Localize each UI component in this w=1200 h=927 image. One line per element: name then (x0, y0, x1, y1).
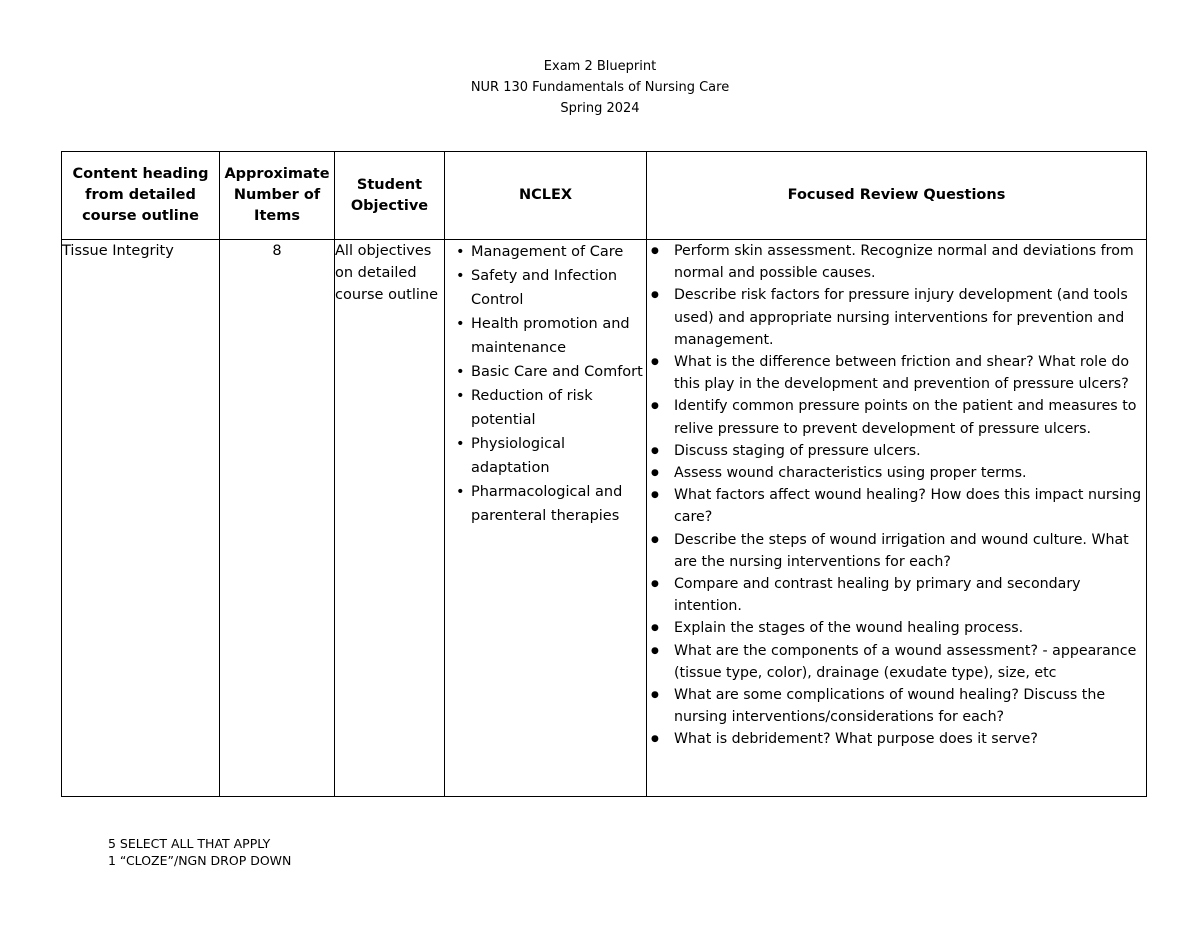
header-nclex: NCLEX (445, 152, 647, 240)
list-item: ● What is debridement? What purpose does it serve? (674, 728, 1146, 750)
cell-nclex (445, 240, 647, 797)
list-item: ● Discuss staging of pressure ulcers. (674, 440, 1146, 462)
header-approx-items: Approximate Number of Items (220, 152, 335, 240)
list-item: ● Compare and contrast healing by primary and secondary intention. (674, 573, 1146, 617)
list-item: ● What factors affect wound healing? How does this impact nursing care? (674, 484, 1146, 528)
list-item: • Health promotion and maintenance (471, 312, 646, 360)
focused-review-list (647, 240, 1146, 751)
list-item: ● What are some complications of wound healing? Discuss the nursing interventions/considerations for each? (674, 684, 1146, 728)
list-item: • Physiological adaptation (471, 432, 646, 480)
list-item: ● Perform skin assessment. Recognize normal and deviations from normal and possible causes. (674, 240, 1146, 284)
list-item: ● Explain the stages of the wound healing process. (674, 617, 1146, 639)
semester: Spring 2024 (560, 101, 640, 116)
list-item: • Basic Care and Comfort (471, 360, 646, 384)
list-item: • Reduction of risk potential (471, 384, 646, 432)
blueprint-table (61, 151, 1147, 797)
list-item: ● Describe risk factors for pressure injury development (and tools used) and appropriate nursing interventions for prevention and management. (674, 284, 1146, 351)
list-item: ● Assess wound characteristics using proper terms. (674, 462, 1146, 484)
footnote-select-all: 5 SELECT ALL THAT APPLY (108, 836, 271, 851)
header-content-heading: Content heading from detailed course outline (62, 152, 220, 240)
cell-student-objective: All objectives on detailed course outline (335, 240, 445, 797)
list-item: ● Describe the steps of wound irrigation and wound culture. What are the nursing interventions for each? (674, 529, 1146, 573)
list-item: • Management of Care (471, 240, 646, 264)
header-student-objective: Student Objective (335, 152, 445, 240)
list-item: • Safety and Infection Control (471, 264, 646, 312)
table-header-row (62, 152, 1147, 240)
cell-focused-review (647, 240, 1147, 797)
list-item: ● What are the components of a wound assessment? - appearance (tissue type, color), drainage (exudate type), size, etc (674, 640, 1146, 684)
cell-content-heading: Tissue Integrity (62, 240, 220, 797)
footnote-cloze: 1 “CLOZE”/NGN DROP DOWN (108, 853, 292, 868)
nclex-list (445, 240, 646, 530)
list-item: ● Identify common pressure points on the patient and measures to relive pressure to prevent development of pressure ulcers. (674, 395, 1146, 439)
cell-approx-items: 8 (220, 240, 335, 797)
course-title: NUR 130 Fundamentals of Nursing Care (470, 80, 730, 95)
footnotes (108, 835, 291, 869)
list-item: • Pharmacological and parenteral therapies (471, 480, 646, 528)
exam-title: Exam 2 Blueprint (543, 59, 657, 74)
list-item: ● What is the difference between friction and shear? What role do this play in the development and prevention of pressure ulcers? (674, 351, 1146, 395)
header-focused-review: Focused Review Questions (647, 152, 1147, 240)
document-header (0, 56, 1200, 119)
table-row (62, 240, 1147, 797)
